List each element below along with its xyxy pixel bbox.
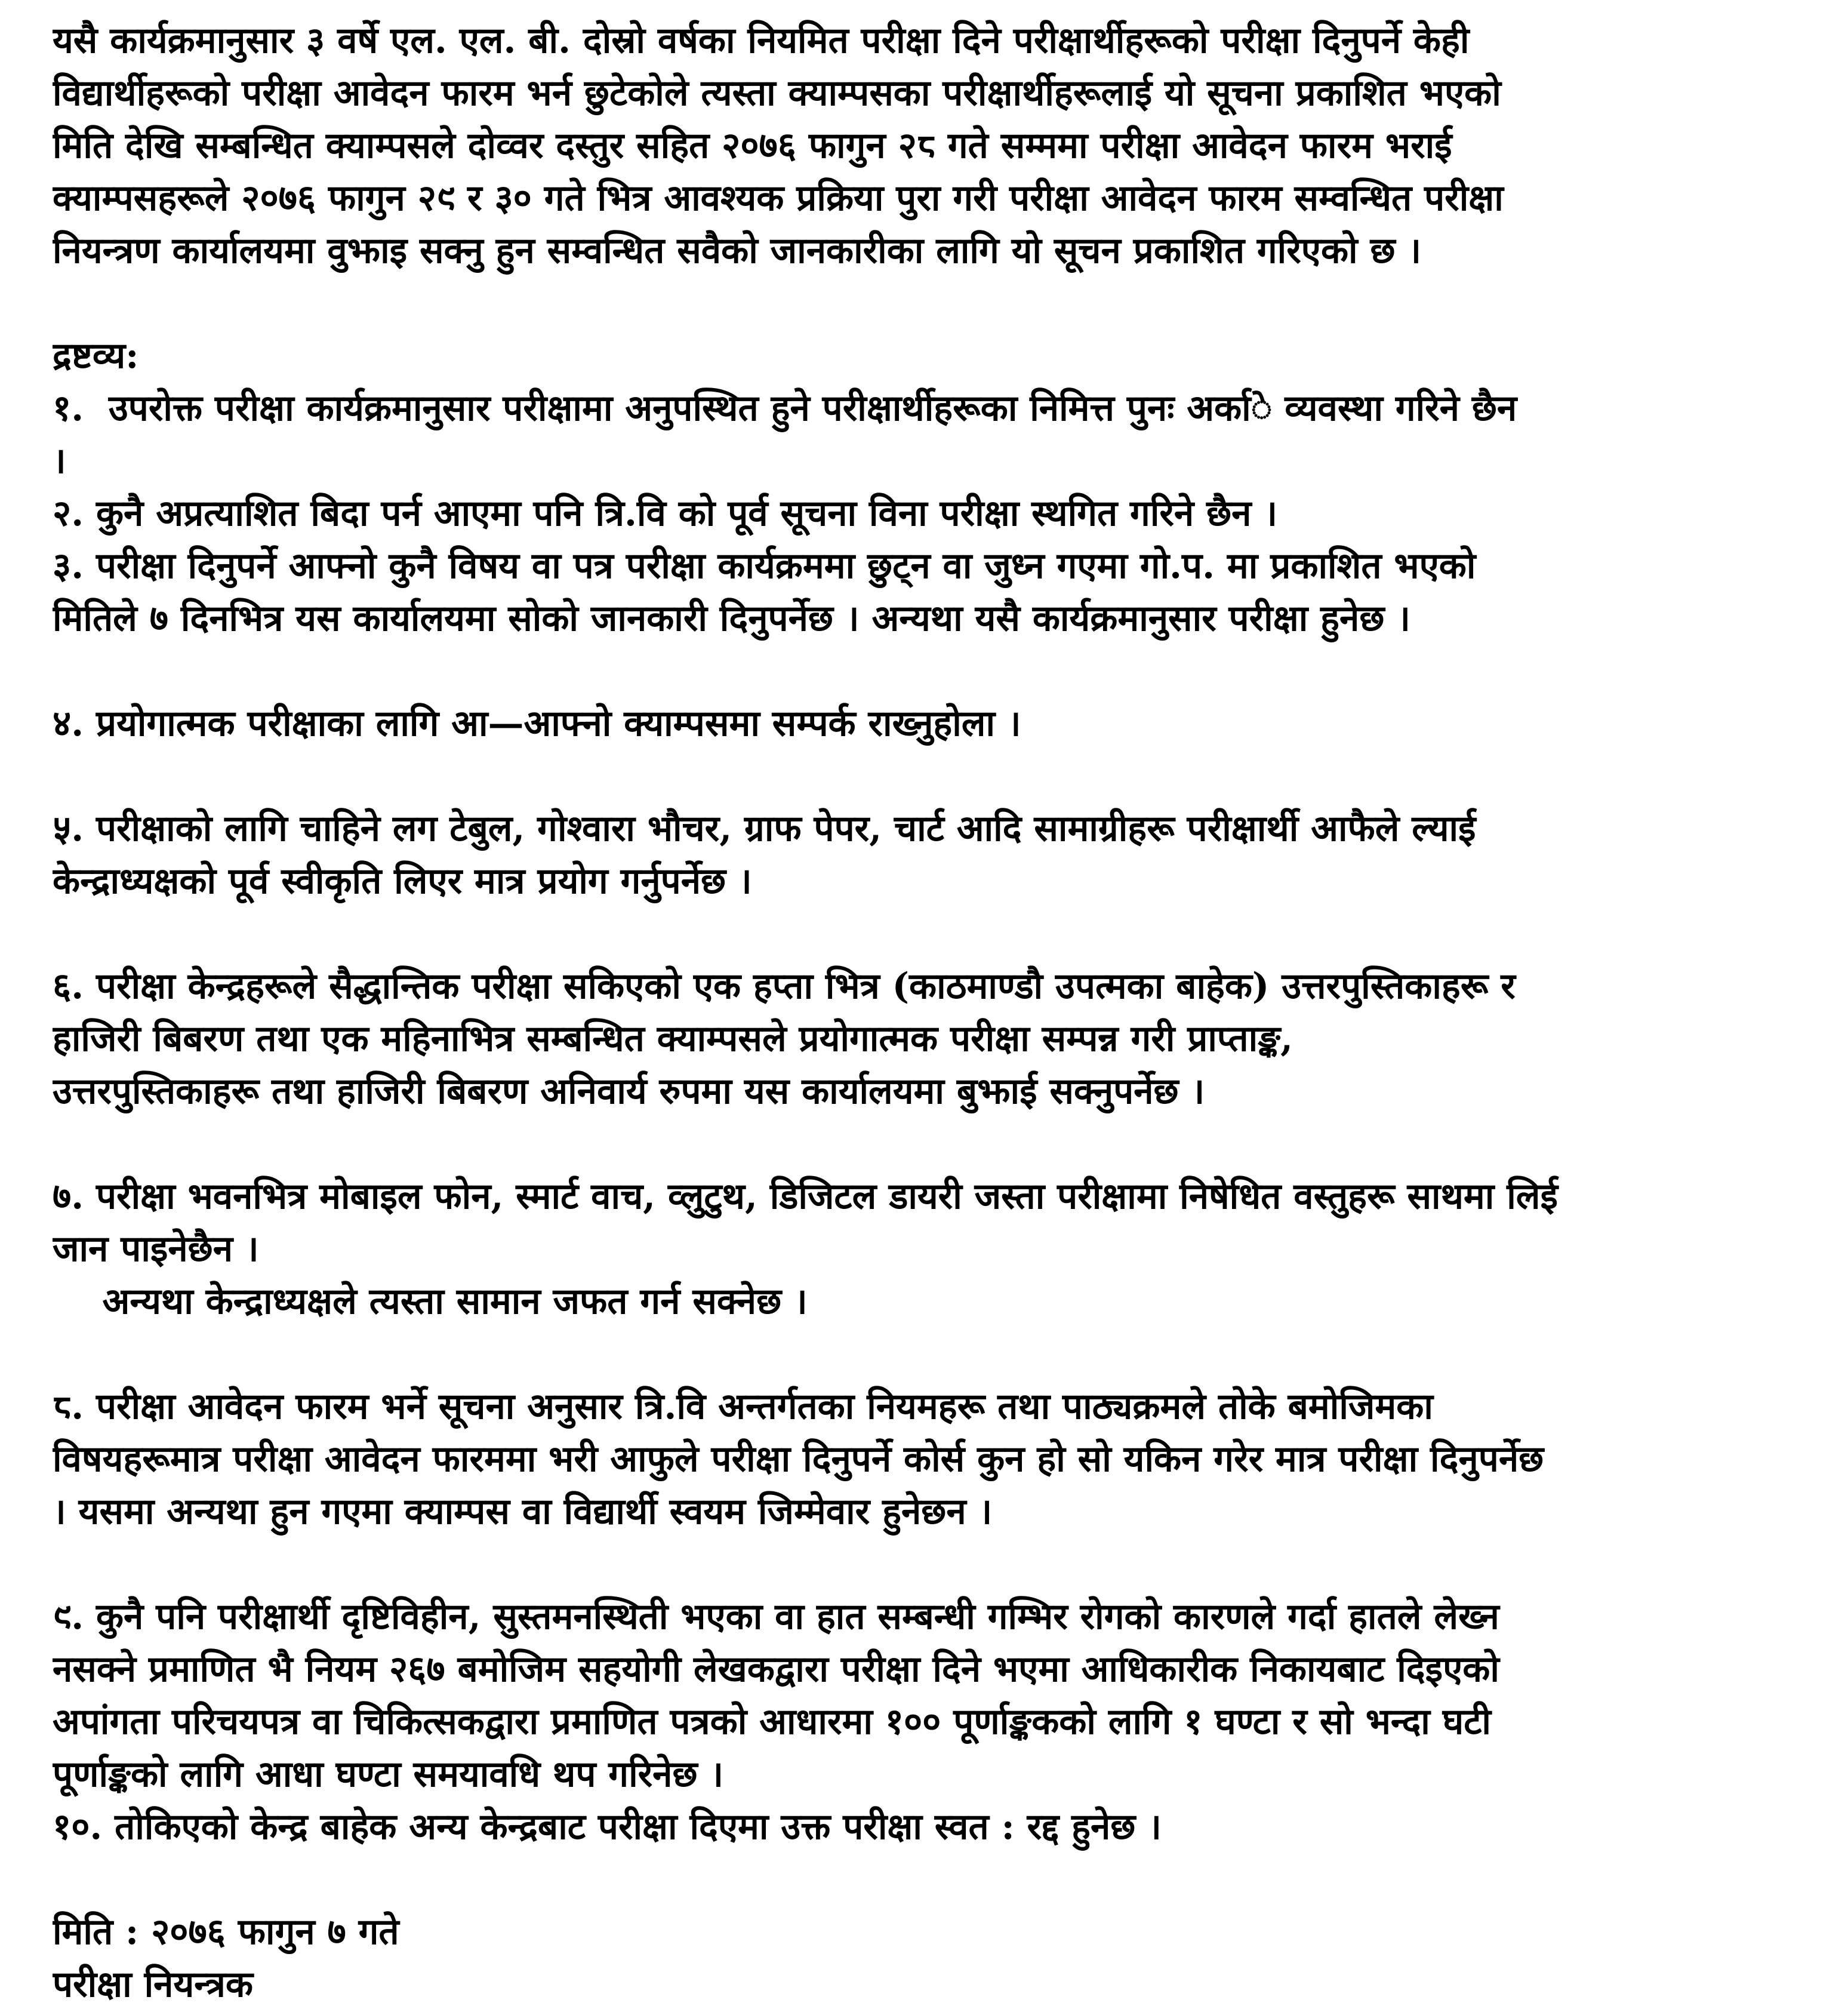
text-line: मितिले ७ दिनभित्र यस कार्यालयमा सोको जानकारी दिनुपर्नेछ । अन्यथा यसै कार्यक्रमानुसार परीक्षा हुनेछ । xyxy=(53,598,1411,639)
text-line: विषयहरूमात्र परीक्षा आवेदन फारममा भरी आफुले परीक्षा दिनुपर्ने कोर्स कुन हो सो यकिन गरेर मात्र परीक्षा दिनुपर्नेछ xyxy=(53,1438,1544,1480)
text-line: ९. कुनै पनि परीक्षार्थी दृष्टिविहीन, सुस्तमनस्थिती भएका वा हात सम्बन्धी गम्भिर रोगको कारणले गर्दा हातले लेख्न xyxy=(53,1596,1499,1638)
text-line: ८. परीक्षा आवेदन फारम भर्ने सूचना अनुसार त्रि.वि अन्तर्गतका नियमहरू तथा पाठ्यक्रमले तोके बमोजिमका xyxy=(53,1386,1433,1427)
text-line: १. उपरोक्त परीक्षा कार्यक्रमानुसार परीक्षामा अनुपस्थित हुने परीक्षार्थीहरूका निमित्त पुनः अर्का◌े व्यवस्था गरिने छैन xyxy=(53,387,1517,429)
note-item-8 xyxy=(53,1380,1812,1538)
note-item-10 xyxy=(53,1801,1812,1853)
text-line: केन्द्राध्यक्षको पूर्व स्वीकृति लिएर मात्र प्रयोग गर्नुपर्नेछ । xyxy=(53,860,752,902)
intro-paragraph xyxy=(53,14,1812,277)
text-line: यसै कार्यक्रमानुसार ३ वर्षे एल. एल. बी. दोस्रो वर्षका नियमित परीक्षा दिने परीक्षार्थीहरूको परीक्षा दिनुपर्ने केही xyxy=(53,20,1470,61)
text-line: विद्यार्थीहरूको परीक्षा आवेदन फारम भर्न छुटेकोले त्यस्ता क्याम्पसका परीक्षार्थीहरूलाई यो सूचना प्रकाशित भएको xyxy=(53,72,1501,114)
text-line: २. कुनै अप्रत्याशित बिदा पर्न आएमा पनि त्रि.वि को पूर्व सूचना विना परीक्षा स्थगित गरिने छैन । xyxy=(53,493,1278,534)
text-line: मिति : २०७६ फागुन ७ गते xyxy=(53,1911,399,1953)
note-item-5 xyxy=(53,802,1812,907)
text-line: अन्यथा केन्द्राध्यक्षले त्यस्ता सामान जफत गर्न सक्नेछ । xyxy=(53,1281,808,1322)
text-line: ४. प्रयोगात्मक परीक्षाका लागि आ—आफ्नो क्याम्पसमा सम्पर्क राख्नुहोला । xyxy=(53,703,1021,744)
text-line: ६. परीक्षा केन्द्रहरूले सैद्धान्तिक परीक्षा सकिएको एक हप्ता भित्र (काठमाण्डौ उपत्मका बाहेक) उत्तरपुस्तिकाहरू र xyxy=(53,965,1516,1007)
text-line: उत्तरपुस्तिकाहरू तथा हाजिरी बिबरण अनिवार्य रुपमा यस कार्यालयमा बुझाई सक्नुपर्नेछ । xyxy=(53,1070,1205,1112)
note-item-6 xyxy=(53,960,1812,1118)
text-line: ५. परीक्षाको लागि चाहिने लग टेबुल, गोश्वारा भौचर, ग्राफ पेपर, चार्ट आदि सामाग्रीहरू परीक्षार्थी आफैले ल्याई xyxy=(53,808,1476,850)
text-line: मिति देखि सम्बन्धित क्याम्पसले दोव्वर दस्तुर सहित २०७६ फागुन २८ गते सम्ममा परीक्षा आवेदन फारम भराई xyxy=(53,125,1452,167)
note-item-3 xyxy=(53,540,1812,645)
text-line: पूर्णाङ्कको लागि आधा घण्टा समयावधि थप गरिनेछ । xyxy=(53,1753,724,1795)
note-item-2 xyxy=(53,487,1812,540)
text-line: । xyxy=(53,440,66,482)
text-line: हाजिरी बिबरण तथा एक महिनाभित्र सम्बन्धित क्याम्पसले प्रयोगात्मक परीक्षा सम्पन्न गरी प्राप्ताङ्क, xyxy=(53,1018,1293,1060)
notes-section xyxy=(53,330,1812,645)
text-line: । यसमा अन्यथा हुन गएमा क्याम्पस वा विद्यार्थी स्वयम जिम्मेवार हुनेछन । xyxy=(53,1491,993,1533)
text-line: १०. तोकिएको केन्द्र बाहेक अन्य केन्द्रबाट परीक्षा दिएमा उक्त परीक्षा स्वत : रद्द हुनेछ । xyxy=(53,1806,1162,1848)
text-line: जान पाइनेछैन । xyxy=(53,1228,259,1270)
note-item-9 xyxy=(53,1590,1812,1801)
text-line: क्याम्पसहरूले २०७६ फागुन २९ र ३० गते भित्र आवश्यक प्रक्रिया पुरा गरी परीक्षा आवेदन फारम सम्वन्धित परीक्षा xyxy=(53,177,1504,219)
note-item-7 xyxy=(53,1170,1812,1328)
text-line: ७. परीक्षा भवनभित्र मोबाइल फोन, स्मार्ट वाच, व्लुटुथ, डिजिटल डायरी जस्ता परीक्षामा निषेधित वस्तुहरू साथमा लिई xyxy=(53,1176,1558,1217)
text-line: परीक्षा नियन्त्रक xyxy=(53,1964,253,2005)
note-item-4 xyxy=(53,697,1812,750)
footer-block xyxy=(53,1906,1812,2006)
text-line: नसक्ने प्रमाणित भै नियम २६७ बमोजिम सहयोगी लेखकद्वारा परीक्षा दिने भएमा आधिकारीक निकायबाट दिइएको xyxy=(53,1648,1499,1690)
text-line: ३. परीक्षा दिनुपर्ने आफ्नो कुनै विषय वा पत्र परीक्षा कार्यक्रममा छुट्न वा जुध्न गएमा गो.प. मा प्रकाशित भएको xyxy=(53,545,1476,587)
text-line: नियन्त्रण कार्यालयमा वुझाइ सक्नु हुन सम्वन्धित सवैको जानकारीका लागि यो सूचन प्रकाशित गरिएको छ । xyxy=(53,230,1422,272)
text-line: अपांगता परिचयपत्र वा चिकित्सकद्वारा प्रमाणित पत्रको आधारमा १०० पूर्णाङ्ककको लागि १ घण्टा र सो भन्दा घटी xyxy=(53,1701,1491,1743)
note-item-1 xyxy=(53,382,1812,487)
notes-heading: द्रष्टव्य: xyxy=(53,335,139,377)
